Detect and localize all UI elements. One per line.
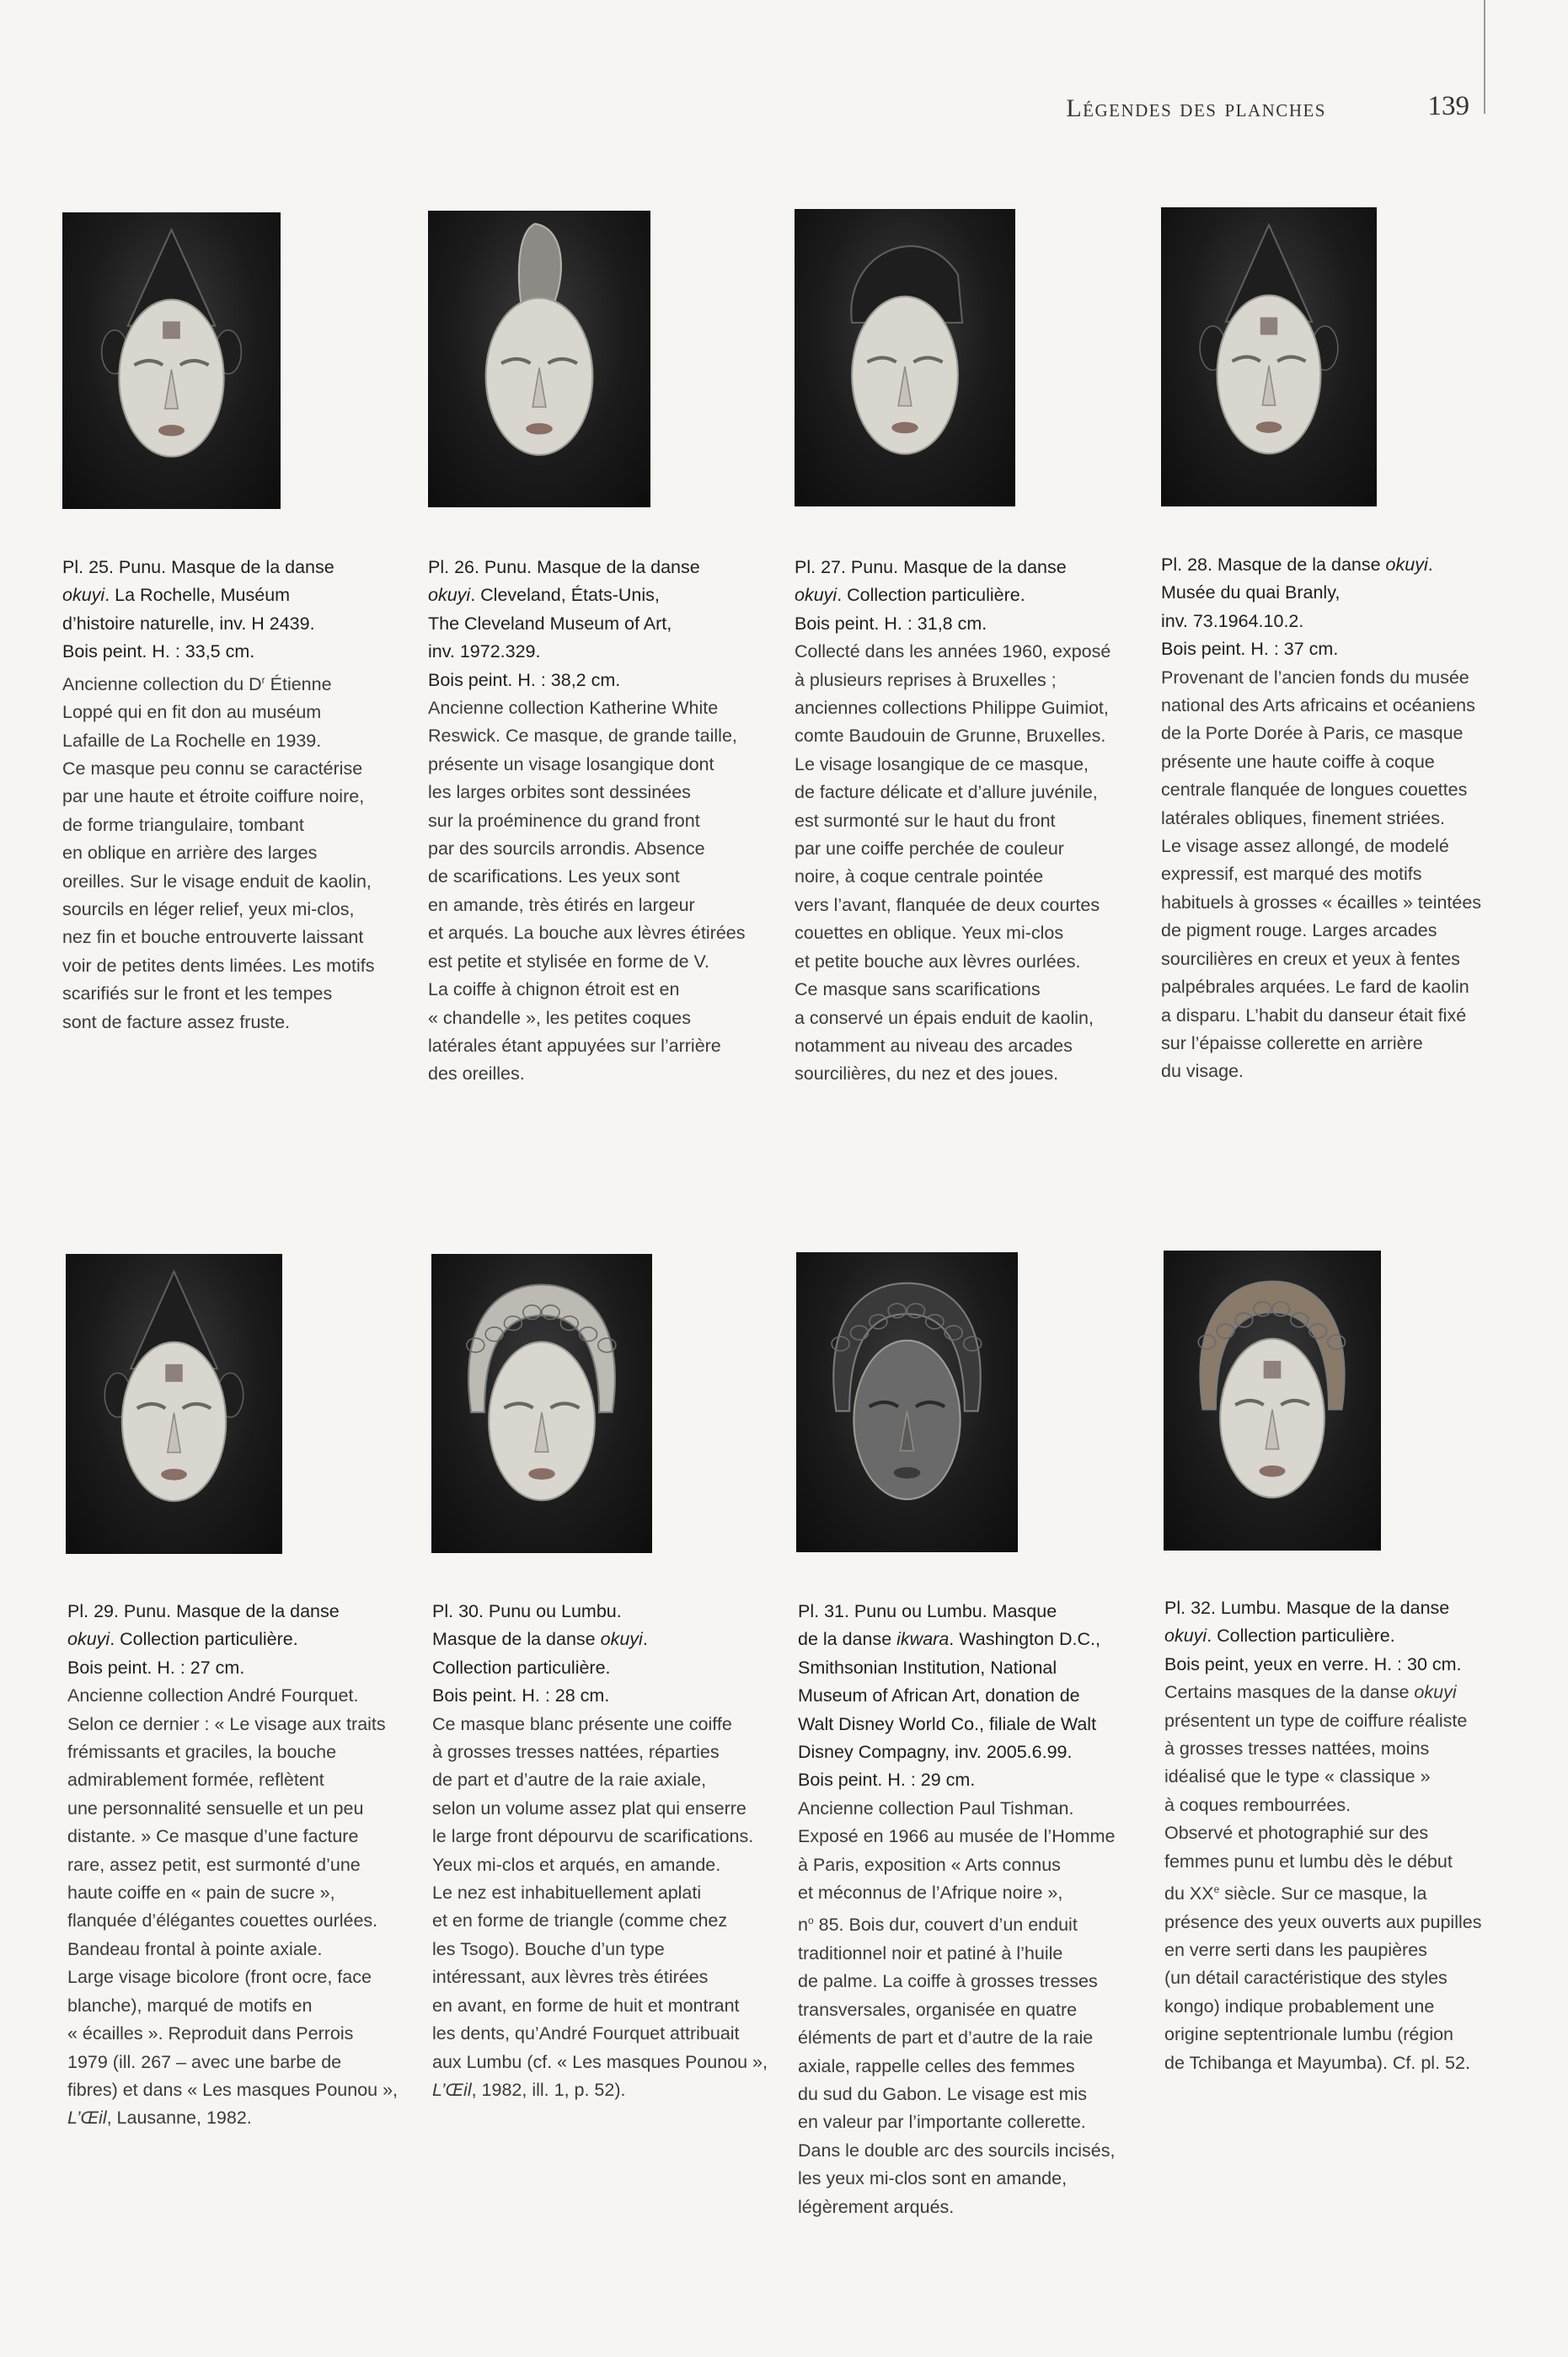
mask-figure <box>851 246 962 454</box>
caption-30-body: Ce masque blanc présente une coiffe à grosses tresses nattées, réparties de part et d’autre de la raie axiale, selon un volume assez plat qui enserre le large front dépourvu de scarifications. Yeux mi-clos et arqués, en amande. Le nez est inhabituellement aplati et en forme de triangle (comme chez les Tsogo). Bouche d’un type intéressant, aux lèvres très étirées en avant, en forme de huit et montrant les dents, qu’André Fourquet attribuait aux Lumbu (cf. « Les masques Pounou », L’Œil, 1982, ill. 1, p. 52). <box>432 1713 768 2100</box>
mask-photo-27 <box>795 209 1015 506</box>
mask-figure <box>1198 1282 1345 1498</box>
caption-28-body: Provenant de l’ancien fonds du musée national des Arts africains et océaniens de la Porte Dorée à Paris, ce masque présente une haute coiffe à coque centrale flanquée de longues couettes latérales obliques, finement striées. Le visage assez allongé, de modelé expressif, est marqué des motifs habituels à grosses « écailles » teintées de pigment rouge. Larges arcades sourcilières en creux et yeux à fentes palpébrales arquées. Le fard de kaolin a disparu. L’habit du danseur était fixé sur l’épaisse collerette en arrière du visage. <box>1161 667 1482 1082</box>
caption-25-body: Ancienne collection du $D^r$ Étienne Loppé qui en fit don au muséum Lafaille de La Rochelle en 1939. Ce masque peu connu se caractérise par une haute et étroite coiffure noire, de forme triangulaire, tombant en oblique en arrière des larges oreilles. Sur le visage enduit de kaolin, sourcils en léger relief, yeux mi-clos, nez fin et bouche entrouverte laissant voir de petites dents limées. Les motifs scarifiés sur le front et les tempes sont de facture assez fruste. <box>62 673 375 1032</box>
caption-30-head: Pl. 30. Punu ou Lumbu. Masque de la danse okuyi. Collection particulière. Bois peint. H. : 28 cm. <box>432 1601 648 1706</box>
caption-32 <box>1164 1594 1501 2077</box>
caption-25-head: Pl. 25. Punu. Masque de la danse okuyi. La Rochelle, Muséum d’histoire naturelle, inv. H 2439. Bois peint. H. : 33,5 cm. <box>62 557 334 662</box>
caption-32-body: Certains masques de la danse okuyi présentent un type de coiffure réaliste à grosses tresses nattées, moins idéalisé que le type « classique » à coques rembourrées. Observé et photographié sur des femmes punu et lumbu dès le début du XXe siècle. Sur ce masque, la présence des yeux ouverts aux pupilles en verre serti dans les paupières (un détail caractéristique des styles kongo) indique probablement une origine septentrionale lumbu (région de Tchibanga et Mayumba). Cf. pl. 52. <box>1164 1682 1482 2073</box>
mask-photo-30 <box>431 1254 652 1553</box>
mask-photo-28 <box>1161 207 1377 506</box>
caption-29-head: Pl. 29. Punu. Masque de la danse okuyi. Collection particulière. Bois peint. H. : 27 cm. <box>67 1601 340 1678</box>
caption-27 <box>795 554 1132 1089</box>
caption-30 <box>432 1598 769 2104</box>
caption-28-head: Pl. 28. Masque de la danse okuyi. Musée du quai Branly, inv. 73.1964.10.2. Bois peint. H. : 37 cm. <box>1161 554 1433 660</box>
mask-figure <box>486 224 593 455</box>
mask-figure <box>832 1283 982 1500</box>
caption-29-body: Ancienne collection André Fourquet. Selon ce dernier : « Le visage aux traits frémissants et graciles, la bouche admirablement formée, reflètent une personnalité sensuelle et un peu distante. » Ce masque d’une facture rare, assez petit, est surmonté d’une haute coiffe en « pain de sucre », flanquée d’élégantes couettes ourlées. Bandeau frontal à pointe axiale. Large visage bicolore (front ocre, face blanche), marqué de motifs en « écailles ». Reproduit dans Perrois 1979 (ill. 267 – avec une barbe de fibres) et dans « Les masques Pounou », L’Œil, Lausanne, 1982. <box>67 1685 399 2129</box>
caption-31-head: Pl. 31. Punu ou Lumbu. Masque de la danse ikwara. Washington D.C., Smithsonian Institution, National Museum of African Art, donation de Walt Disney World Co., filiale de Walt Disney Compagny, inv. 2005.6.99. Bois peint. H. : 29 cm. <box>798 1601 1100 1791</box>
page-number: 139 <box>1427 91 1469 121</box>
mask-figure <box>1200 225 1338 453</box>
mask-figure <box>467 1285 616 1501</box>
mask-photo-32 <box>1164 1251 1381 1551</box>
caption-28 <box>1161 551 1498 1086</box>
running-head-title: Légendes des planches <box>1066 94 1326 122</box>
caption-26 <box>428 554 765 1089</box>
mask-photo-31 <box>796 1252 1018 1552</box>
running-head <box>952 91 1469 125</box>
mask-figure <box>102 230 242 457</box>
caption-26-head: Pl. 26. Punu. Masque de la danse okuyi. Cleveland, États-Unis, The Cleveland Museum of Art, inv. 1972.329. Bois peint. H. : 38,2 cm. <box>428 557 700 690</box>
mask-photo-26 <box>428 211 650 507</box>
mask-photo-29 <box>66 1254 282 1554</box>
caption-27-head: Pl. 27. Punu. Masque de la danse okuyi. Collection particulière. Bois peint. H. : 31,8 cm. <box>795 557 1067 634</box>
mask-photo-25 <box>62 212 281 509</box>
caption-31-body: Ancienne collection Paul Tishman. Exposé en 1966 au musée de l’Homme à Paris, exposition « Arts connus et méconnus de l’Afrique noire », $n^o$ 85. Bois dur, couvert d’un enduit traditionnel noir et patiné à l’huile de palme. La coiffe à grosses tresses transversales, organisée en quatre éléments de part et d’autre de la raie axiale, rappelle celles des femmes du sud du Gabon. Le visage est mis en valeur par l’importante collerette. Dans le double arc des sourcils incisés, les yeux mi-clos sont en amande, légèrement arqués. <box>798 1797 1116 2217</box>
caption-29 <box>67 1598 404 2133</box>
page-edge-rule <box>1484 0 1485 114</box>
caption-26-body: Ancienne collection Katherine White Reswick. Ce masque, de grande taille, présente un visage losangique dont les larges orbites sont dessinées sur la proéminence du grand front par des sourcils arrondis. Absence de scarifications. Les yeux sont en amande, très étirés en largeur et arqués. La bouche aux lèvres étirées est petite et stylisée en forme de V. La coiffe à chignon étroit est en « chandelle », les petites coques latérales étant appuyées sur l’arrière des oreilles. <box>428 698 746 1085</box>
mask-figure <box>104 1272 243 1501</box>
caption-27-body: Collecté dans les années 1960, exposé à plusieurs reprises à Bruxelles ; anciennes collections Philippe Guimiot, comte Baudouin de Grunne, Bruxelles. Le visage losangique de ce masque, de facture délicate et d’allure juvénile, est surmonté sur le haut du front par une coiffe perchée de couleur noire, à coque centrale pointée vers l’avant, flanquée de deux courtes couettes en oblique. Yeux mi-clos et petite bouche aux lèvres ourlées. Ce masque sans scarifications a conservé un épais enduit de kaolin, notamment au niveau des arcades sourcilières, du nez et des joues. <box>795 641 1111 1085</box>
caption-31 <box>798 1598 1135 2221</box>
caption-32-head: Pl. 32. Lumbu. Masque de la danse okuyi. Collection particulière. Bois peint, yeux en verre. H. : 30 cm. <box>1164 1598 1462 1674</box>
caption-25 <box>62 554 399 1037</box>
